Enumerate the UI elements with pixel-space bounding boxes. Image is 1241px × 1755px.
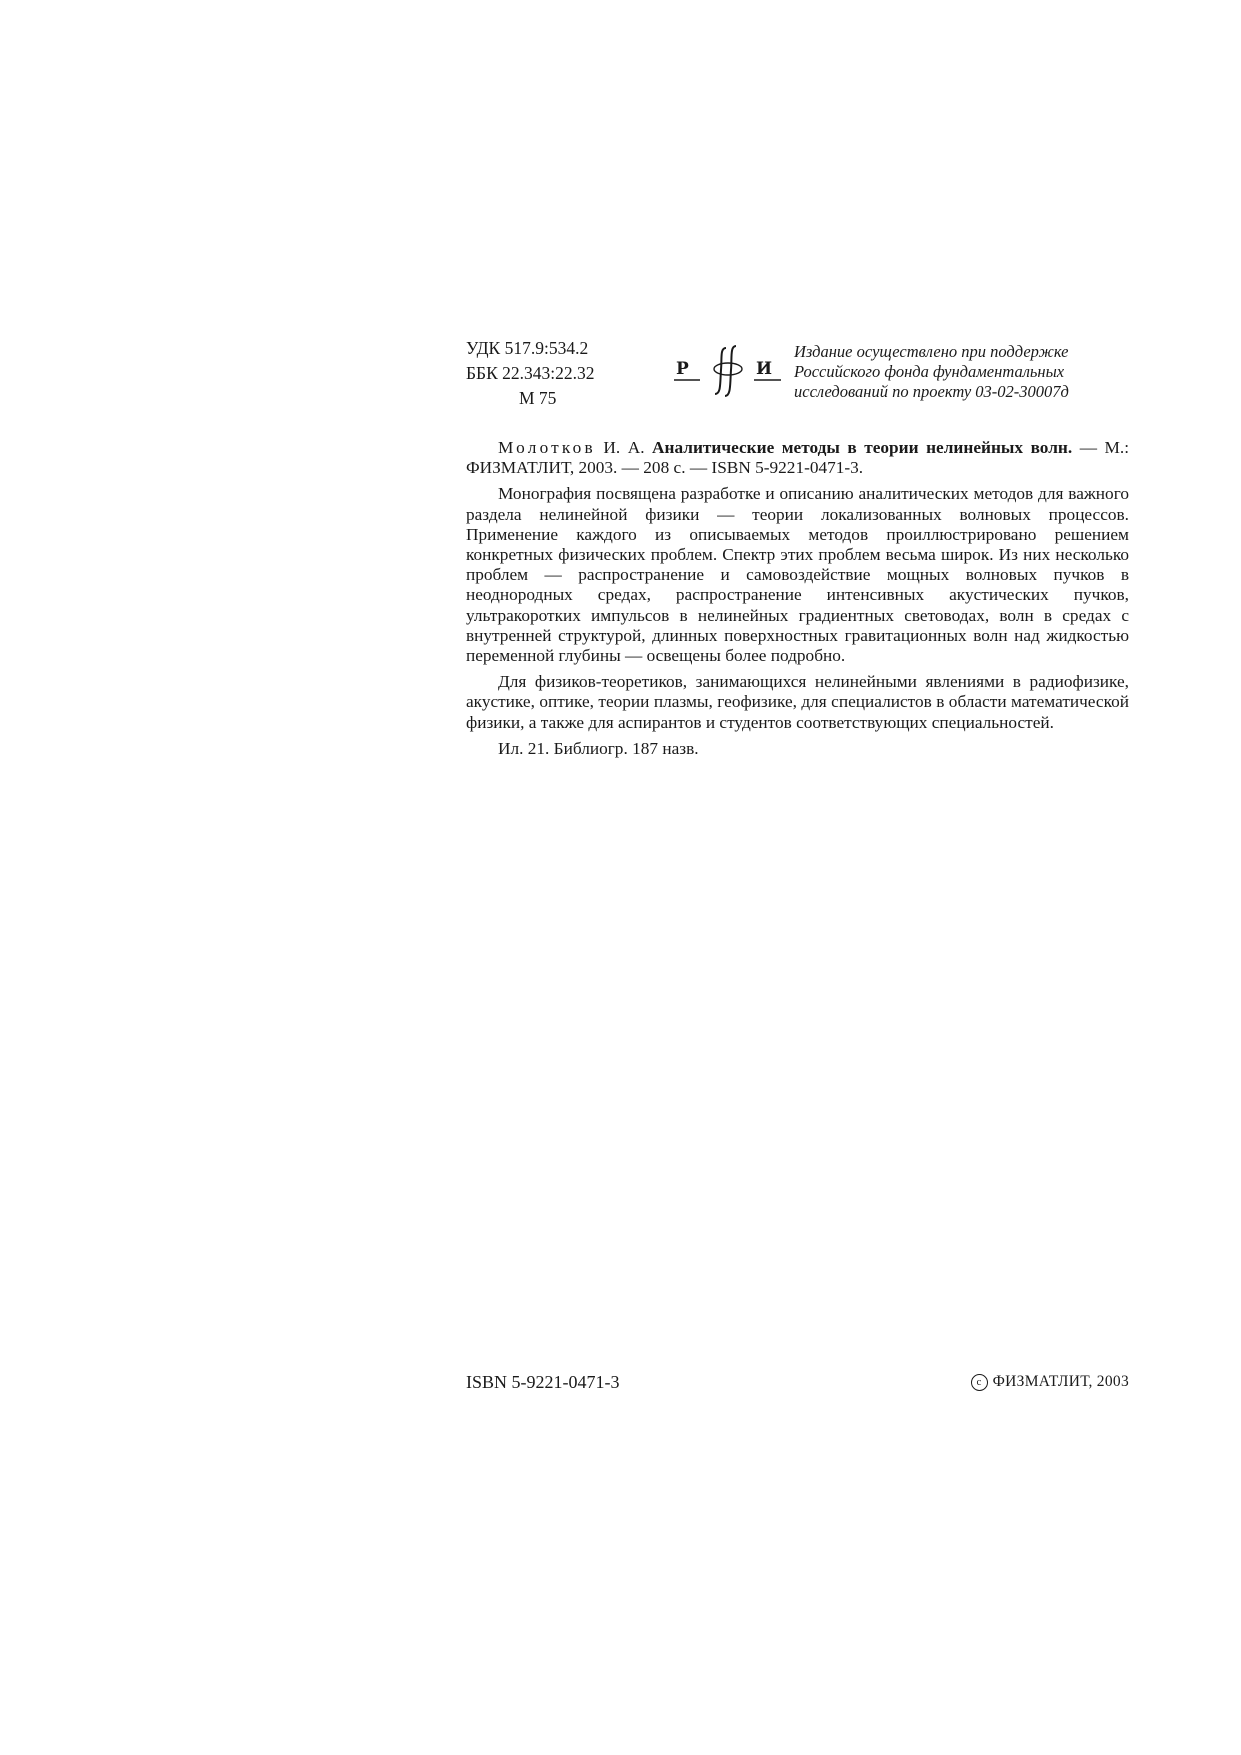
copyright-icon: c [971, 1374, 988, 1391]
footer-isbn: ISBN 5-9221-0471-3 [466, 1372, 620, 1392]
bbk-code: ББК 22.343:22.32 [466, 363, 595, 383]
author-initials: И. А. [603, 438, 645, 457]
copyright-holder: ФИЗМАТЛИТ, 2003 [992, 1373, 1129, 1390]
support-line: Российского фонда фундаментальных [794, 362, 1065, 381]
support-line: Издание осуществлено при поддержке [794, 342, 1069, 361]
rffi-logo-icon [674, 344, 782, 400]
logo-letter-r: Р [676, 359, 689, 379]
udk-code: УДК 517.9:534.2 [466, 338, 589, 358]
annotation-paragraph: Монография посвящена разработке и описанию аналитических методов для важного раздела нелинейной физики — теории локализованных волновых процессов. Применение каждого из описываемых методов проиллюстрировано решением конкретных физических проблем. Спектр этих проблем весьма широк. Из них несколько проблем — распространение и самовоздействие мощных волновых пучков в неоднородных средах, распространение интенсивных акустических пучков, ультракоротких импульсов в нелинейных градиентных световодах, волн в средах с внутренней структурой, длинных поверхностных гравитационных волн над жидкостью переменной глубины — освещены более подробно. [466, 484, 1129, 666]
support-line: исследований по проекту 03-02-30007д [794, 382, 1069, 401]
illustrations-bibliography: Ил. 21. Библиогр. 187 назв. [498, 738, 699, 758]
copyright-notice [971, 1373, 1129, 1391]
author-surname: Молотков [498, 438, 596, 457]
author-mark: М 75 [519, 388, 557, 408]
support-note [794, 342, 1130, 402]
imprint: — М.: ФИЗМАТЛИТ, 2003. — 208 с. — ISBN 5-9221-0471-3. [466, 438, 1129, 478]
logo-letter-i: И [756, 359, 773, 379]
bibliographic-entry [466, 438, 1129, 478]
annotation-block [466, 438, 1129, 765]
classification-codes [466, 336, 595, 411]
book-title: Аналитические методы в теории нелинейных волн. [652, 438, 1073, 457]
audience-paragraph: Для физиков-теоретиков, занимающихся нелинейными явлениями в радиофизике, акустике, оптике, теории плазмы, геофизике, для специалистов в области математической физики, а также для аспирантов и студентов соответствующих специальностей. [466, 672, 1129, 732]
